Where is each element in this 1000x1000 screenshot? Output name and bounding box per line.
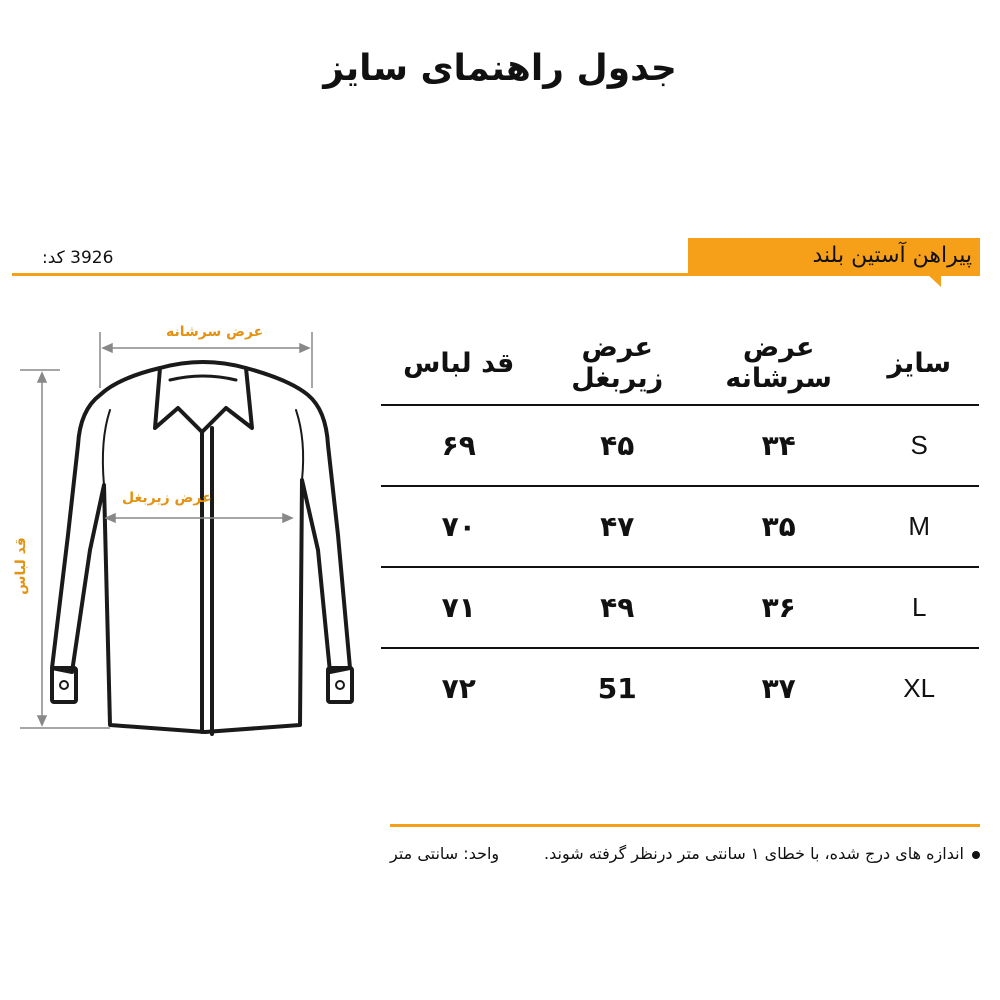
unit-label: واحد: سانتی متر xyxy=(390,844,500,863)
table-row xyxy=(381,648,979,728)
shirt-illustration xyxy=(0,310,380,750)
header-divider xyxy=(12,273,980,276)
length-cell: ۶۹ xyxy=(381,405,537,486)
underarm-cell: ۴۵ xyxy=(537,405,698,486)
size-table xyxy=(381,322,979,728)
shoulder-cell: ۳۴ xyxy=(698,405,859,486)
header-underarm-width: عرض زیربغل xyxy=(537,322,698,405)
product-code xyxy=(40,248,113,268)
product-code-label: کد: xyxy=(42,248,65,268)
length-cell: ۷۲ xyxy=(441,672,476,705)
length-cell: ۷۰ xyxy=(381,486,537,567)
underarm-cell: ۴۹ xyxy=(537,567,698,648)
underarm-cell: 51 xyxy=(597,672,637,705)
length-cell: ۷۱ xyxy=(381,567,537,648)
bullet-icon xyxy=(972,851,980,859)
header-shoulder-width: عرض سرشانه xyxy=(698,322,859,405)
shoulder-cell: ۳۷ xyxy=(761,672,796,705)
table-row xyxy=(381,405,979,486)
shirt-length-label: قد لباس xyxy=(12,537,29,595)
table-row xyxy=(381,486,979,567)
header-size: سایز xyxy=(859,322,979,405)
placket xyxy=(202,428,212,734)
shoulder-cell: ۳۵ xyxy=(698,486,859,567)
product-code-value: 3926 xyxy=(70,248,114,268)
underarm-cell: ۴۷ xyxy=(537,486,698,567)
table-row xyxy=(381,567,979,648)
page-title: جدول راهنمای سایز xyxy=(323,48,677,89)
size-cell: XL xyxy=(903,673,936,703)
tolerance-note-text: اندازه های درج شده، با خطای ۱ سانتی متر درنظر گرفته شوند. xyxy=(544,844,964,863)
tolerance-note xyxy=(544,844,980,863)
size-cell: M xyxy=(859,486,979,567)
shoulder-cell: ۳۶ xyxy=(698,567,859,648)
header-length: قد لباس xyxy=(381,322,537,405)
size-cell: S xyxy=(859,405,979,486)
shoulder-width-label: عرض سرشانه xyxy=(166,324,264,340)
product-name-tab: پیراهن آستین بلند xyxy=(688,238,980,274)
collar xyxy=(155,362,252,432)
shirt-diagram xyxy=(0,310,380,750)
table-header-row xyxy=(381,322,979,405)
size-cell: L xyxy=(859,567,979,648)
underarm-width-label: عرض زیربغل xyxy=(122,490,212,506)
footer-divider xyxy=(390,824,980,827)
